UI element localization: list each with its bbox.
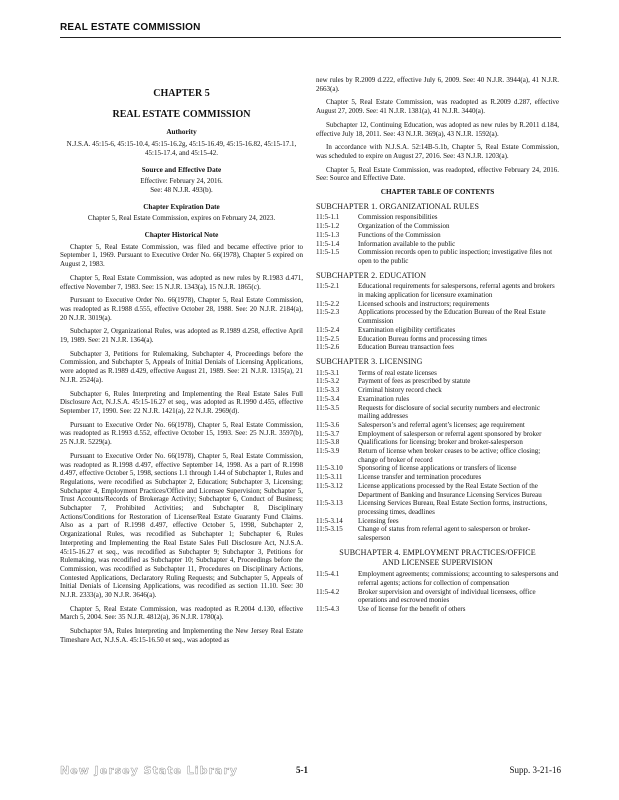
toc-entry (316, 525, 559, 542)
section-number: 11:5-2.3 (316, 308, 340, 317)
section-title: Commission responsibilities (358, 213, 438, 222)
section-number: 11:5-2.5 (316, 334, 340, 343)
toc-entry (316, 335, 559, 344)
history-paragraph: Chapter 5, Real Estate Commission, was filed and became effective prior to September 1, 1969. Pursuant to Executive Order No. 66(1978), Chapter 5 expired on August 2, 1983. (60, 242, 303, 269)
history-heading: Chapter Historical Note (144, 231, 219, 240)
toc-entry (316, 517, 559, 526)
left-column (60, 76, 303, 650)
history-paragraph: Pursuant to Executive Order No. 66(1978), Chapter 5, Real Estate Commission, was readopted as R.1998 d.497, effective September 14, 1998. As a part of R.1998 d.497, effective October 5, 1998, sections 1.1 through 1.44 of Subchapter 1, Rules and Regulations, were recodified as Subchapter 2, Education; Subchapter 3, Licensing; Subchapter 4, Employment Practices/Office and Licensee Supervision; Subchapter 5, Trust Accounts/Records of Brokerage Activity; Subchapter 6, Conduct of Business; Subchapter 7, Prohibited Activities; and Subchapter 8, Disciplinary Actions/Conditions for Restoration of License/Real Estate Guaranty Fund Claims. Also as a part of R.1998 d.497, effective October 5, 1998, Subchapter 2, Organizational Rules, was recodified as Subchapter 1; Subchapter 6, Rules Interpreting and Implementing the Real Estate Sales Full Disclosure Act, N.J.S.A. 45:15-16.27 et seq., was recodified as Subchapter 9; Subchapter 3, Petitions for Rulemaking, was recodified as Subchapter 10; Subchapter 4, Proceedings before the Commission, was recodified as Subchapter 11, Procedures on Disciplinary Actions, Contested Applications, Declaratory Ruling Requests; and Subchapter 5, Appeals of Initial Denials of Licensing Applications, was recodified as section 11.10. See: 30 N.J.R. 2333(a), 30 N.J.R. 3646(a). (60, 451, 303, 600)
toc-entry (316, 231, 559, 240)
toc-entry (316, 464, 559, 473)
section-title: License transfer and termination procedures (358, 473, 482, 482)
section-title: Employment agreements; commissions; accounting to salespersons and referral agents; actions for collection of compensation (358, 570, 559, 587)
chapter-title: REAL ESTATE COMMISSION (112, 108, 251, 120)
authority-text: N.J.S.A. 45:15-6, 45:15-10.4, 45:15-16.2g, 45:15-16.49, 45:15-16.82, 45:15-17.1, 45:15-17.4, and 45:15-42. (66, 140, 297, 157)
toc-entry (316, 386, 559, 395)
authority-heading: Authority (166, 128, 197, 137)
section-number: 11:5-2.2 (316, 299, 340, 308)
section-number: 11:5-4.1 (316, 570, 340, 579)
section-title: Organization of the Commission (358, 222, 450, 231)
history-paragraph: Pursuant to Executive Order No. 66(1978), Chapter 5, Real Estate Commission, was readopted as R.1993 d.552, effective October 15, 1993. See: 25 N.J.R. 3597(b), 25 N.J.R. 5229(a). (60, 420, 303, 447)
section-title: License applications processed by the Real Estate Section of the Department of Banking and Insurance Licensing Services Bureau (358, 481, 542, 499)
library-watermark: New Jersey State Library (60, 764, 238, 777)
section-title: Employment of salesperson or referral agent sponsored by broker (358, 429, 542, 438)
section-title: Terms of real estate licenses (358, 368, 437, 377)
section-number: 11:5-3.10 (316, 464, 343, 473)
section-title: Payment of fees as prescribed by statute (358, 377, 471, 386)
section-title: Functions of the Commission (358, 230, 441, 239)
page-footer (60, 764, 561, 778)
section-number: 11:5-1.5 (316, 248, 340, 257)
section-title: Education Bureau forms and processing times (358, 334, 487, 343)
section-number: 11:5-3.8 (316, 438, 340, 447)
toc-entry (316, 438, 559, 447)
section-title: Licensing Services Bureau, Real Estate Section forms, instructions, processing times, deadlines (358, 499, 547, 516)
section-number: 11:5-3.12 (316, 481, 343, 490)
section-title: Sponsoring of license applications or transfers of license (358, 464, 517, 473)
section-number: 11:5-3.3 (316, 386, 340, 395)
section-title: Information available to the public (358, 239, 456, 248)
history-paragraph: Chapter 5, Real Estate Commission, was readopted, effective February 24, 2016. See: Source and Effective Date. (316, 165, 559, 183)
subchapter-heading-cont: AND LICENSEE SUPERVISION (382, 558, 493, 568)
supplement-date: Supp. 3-21-16 (509, 765, 561, 775)
expiration-heading: Chapter Expiration Date (143, 202, 220, 211)
header-rule (60, 37, 561, 38)
toc-entry (316, 605, 559, 614)
toc-entry (316, 395, 559, 404)
section-title: Use of license for the benefit of others (358, 604, 466, 613)
section-number: 11:5-3.5 (316, 403, 340, 412)
history-paragraph: Subchapter 12, Continuing Education, was adopted as new rules by R.2011 d.184, effective July 18, 2011. See: 43 N.J.R. 369(a), 43 N.J.R. 1592(a). (316, 120, 559, 138)
section-title: Broker supervision and oversight of individual licensees, office operations and escrowed monies (358, 587, 536, 605)
toc-entry (316, 430, 559, 439)
subchapter-heading: SUBCHAPTER 3. LICENSING (316, 356, 423, 366)
toc-list (316, 213, 559, 265)
history-paragraph: Subchapter 9A, Rules Interpreting and Implementing the New Jersey Real Estate Timeshare Act, N.J.S.A. 45:15-16.50 et seq., was adopted as (60, 627, 303, 644)
section-number: 11:5-1.2 (316, 222, 340, 231)
section-number: 11:5-3.15 (316, 525, 343, 534)
section-number: 11:5-1.4 (316, 239, 340, 248)
history-paragraph: Subchapter 2, Organizational Rules, was adopted as R.1989 d.258, effective April 19, 1989. See: 21 N.J.R. 1364(a). (60, 327, 303, 345)
toc-entry (316, 369, 559, 378)
section-number: 11:5-3.2 (316, 377, 340, 386)
page-number: 5-1 (296, 765, 308, 775)
section-title: Education Bureau transaction fees (358, 343, 454, 352)
expiration-text: Chapter 5, Real Estate Commission, expires on February 24, 2023. (87, 214, 276, 223)
toc-entry (316, 222, 559, 231)
section-title: Examination rules (358, 394, 410, 403)
section-number: 11:5-3.14 (316, 516, 343, 525)
toc-entry (316, 421, 559, 430)
toc-entry (316, 300, 559, 309)
section-number: 11:5-2.1 (316, 282, 340, 291)
section-title: Change of status from referral agent to salesperson or broker-salesperson (358, 525, 531, 543)
toc-entry (316, 588, 559, 605)
history-paragraph: Pursuant to Executive Order No. 66(1978), Chapter 5, Real Estate Commission, was readopted as R.1988 d.555, effective October 28, 1988. See: 20 N.J.R. 2184(a), 20 N.J.R. 3019(a). (60, 296, 303, 322)
subchapter-heading: SUBCHAPTER 1. ORGANIZATIONAL RULES (316, 201, 480, 211)
source-line: Effective: February 24, 2016. (140, 177, 223, 186)
section-title: Examination eligibility certificates (358, 325, 456, 334)
toc-list (316, 282, 559, 352)
section-title: Requests for disclosure of social security numbers and electronic mailing addresses (358, 403, 540, 421)
section-title: Commission records open to public inspection; investigative files not open to the public (358, 248, 553, 265)
history-paragraph: In accordance with N.J.S.A. 52:14B-5.1b, Chapter 5, Real Estate Commission, was scheduled to expire on August 27, 2016. See: 43 N.J.R. 1203(a). (316, 143, 559, 160)
right-column (316, 76, 559, 614)
section-number: 11:5-3.13 (316, 499, 343, 508)
section-number: 11:5-2.6 (316, 343, 340, 352)
section-title: Salesperson’s and referral agent’s licenses; age requirement (358, 420, 525, 429)
history-paragraph: Subchapter 6, Rules Interpreting and Implementing the Real Estate Sales Full Disclosure Act, N.J.S.A. 45:15-16.27 et seq., was adopted as R.1990 d.455, effective September 17, 1990. See: 22 N.J.R. 1421(a), 22 N.J.R. 2969(d). (60, 389, 303, 415)
toc-entry (316, 499, 559, 516)
chapter-number: CHAPTER 5 (153, 88, 210, 99)
toc-entry (316, 326, 559, 335)
section-title: Licensed schools and instructors; requirements (358, 299, 490, 308)
toc-entry (316, 240, 559, 249)
section-title: Applications processed by the Education Bureau of the Real Estate Commission (358, 308, 546, 326)
toc-entry (316, 447, 559, 464)
section-number: 11:5-3.4 (316, 394, 340, 403)
history-paragraph: Chapter 5, Real Estate Commission, was readopted as R.2004 d.130, effective March 5, 2004. See: 35 N.J.R. 4812(a), 36 N.J.R. 1780(a). (60, 604, 303, 622)
subchapter-heading: SUBCHAPTER 4. EMPLOYMENT PRACTICES/OFFICE (339, 547, 536, 557)
toc-entry (316, 343, 559, 352)
toc-title: CHAPTER TABLE OF CONTENTS (380, 188, 495, 197)
history-paragraph: Subchapter 3, Petitions for Rulemaking, Subchapter 4, Proceedings before the Commission, and Subchapter 5, Appeals of Initial Denials of Licensing Applications, were adopted as R.1989 d.429, effective August 21, 1989. See: 21 N.J.R. 1315(a), 21 N.J.R. 2524(a). (60, 349, 303, 384)
section-number: 11:5-1.3 (316, 230, 340, 239)
toc-entry (316, 404, 559, 421)
toc-list (316, 369, 559, 543)
running-head: REAL ESTATE COMMISSION (60, 22, 201, 33)
section-number: 11:5-1.1 (316, 213, 340, 222)
subchapter-heading: SUBCHAPTER 2. EDUCATION (316, 270, 427, 280)
history-paragraph: new rules by R.2009 d.222, effective July 6, 2009. See: 40 N.J.R. 3944(a), 41 N.J.R. 2663(a). (316, 76, 559, 93)
toc-entry (316, 482, 559, 499)
section-number: 11:5-3.11 (316, 473, 343, 482)
section-title: Return of license when broker ceases to be active; office closing; change of broker of record (358, 447, 541, 464)
toc-entry (316, 570, 559, 587)
history-paragraph: Chapter 5, Real Estate Commission, was readopted as R.2009 d.287, effective August 27, 2009. See: 41 N.J.R. 1381(a), 41 N.J.R. 3440(a). (316, 98, 559, 116)
section-number: 11:5-3.1 (316, 368, 340, 377)
section-number: 11:5-3.7 (316, 429, 340, 438)
toc-entry (316, 377, 559, 386)
section-number: 11:5-2.4 (316, 325, 340, 334)
toc-entry (316, 213, 559, 222)
section-title: Qualifications for licensing; broker and broker-salesperson (358, 438, 523, 447)
toc-entry (316, 282, 559, 299)
source-line: See: 48 N.J.R. 493(b). (150, 185, 213, 194)
section-number: 11:5-4.2 (316, 587, 340, 596)
section-title: Educational requirements for salespersons, referral agents and brokers in making application for licensure examination (358, 282, 555, 300)
section-number: 11:5-4.3 (316, 604, 340, 613)
toc-entry (316, 248, 559, 265)
source-heading: Source and Effective Date (141, 165, 222, 174)
toc-list (316, 570, 559, 614)
section-number: 11:5-3.9 (316, 447, 340, 456)
section-title: Criminal history record check (358, 386, 442, 395)
section-title: Licensing fees (358, 516, 399, 525)
section-number: 11:5-3.6 (316, 420, 340, 429)
toc-entry (316, 473, 559, 482)
toc-entry (316, 308, 559, 325)
history-paragraph: Chapter 5, Real Estate Commission, was adopted as new rules by R.1983 d.471, effective November 7, 1983. See: 15 N.J.R. 1343(a), 15 N.J.R. 1865(c). (60, 273, 303, 291)
